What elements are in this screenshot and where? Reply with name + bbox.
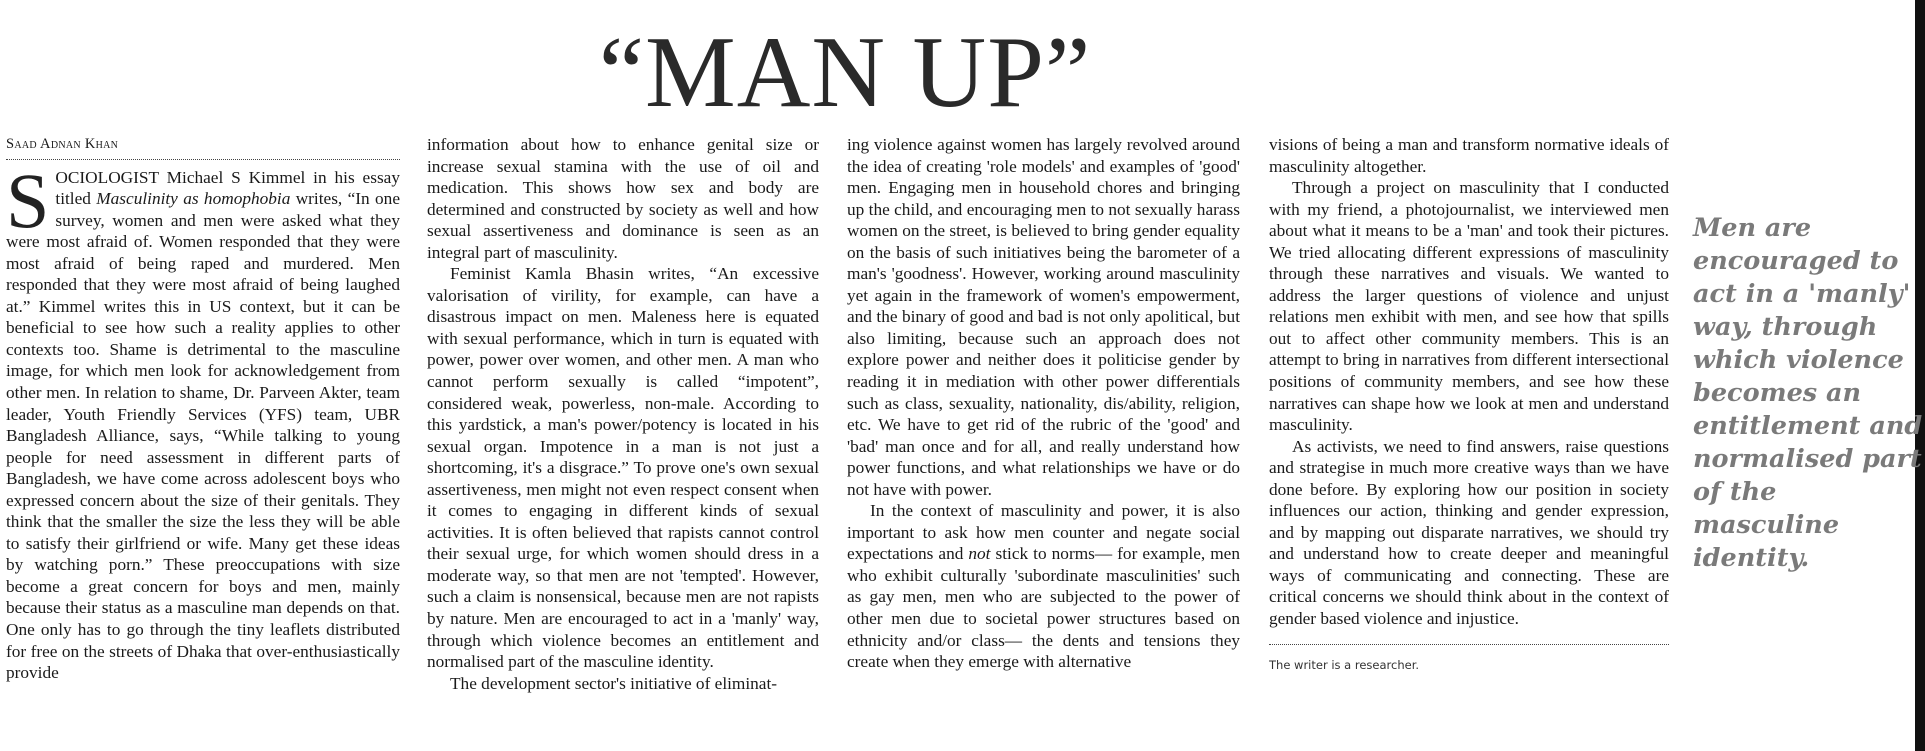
paragraph: information about how to enhance genital size or increase sexual stamina with the use of oil and medication. This shows how sex and body are determined and constructed by society as well and how sexual assertiveness and dominance is seen as an integral part of masculinity.: [427, 135, 819, 262]
emphasis: not: [968, 544, 991, 564]
end-rule: [1269, 644, 1669, 677]
paragraph: Through a project on masculinity that I conducted with my friend, a photojournalist, we interviewed men about what it means to be a 'man' and took their pictures. We tried allocating different expressions of masculinity through these narratives and visuals. We wanted to address the larger questions of violence and unjust relations men exhibit with men, and see how that spills out to affect other community members. This is an attempt to bring in narratives from different intersectional positions of community members, and see how these narratives can shape how we look at men and understand masculinity.: [1269, 178, 1669, 435]
paragraph: visions of being a man and transform normative ideals of masculinity altogether.: [1269, 135, 1669, 176]
book-title: Masculinity as homophobia: [96, 189, 291, 209]
text: writes, “In one survey, women and men were asked what they were most afraid of. Women responded that they were most afraid of being raped and murdered. Men responded that they were most afraid of being laughed at.” Kimmel writes this in US context, but it can be beneficial to see how such a reality applies to other contexts too. Shame is detrimental to the masculine image, for which men look for acknowledgement from other men. In relation to shame, Dr. Parveen Akter, team leader, Youth Friendly Services (YFS) team, UBR Bangladesh Alliance, says, “While talking to young people for need assessment in different parts of Bangladesh, we have come across adolescent boys who expressed concern about the size of their genitals. They think that the smaller the size the less they will be able to satisfy their girlfriend or wife. Many get these ideas by watching porn.” These preoccupations with size become a great concern for boys and men, mainly because their status as a masculine man depends on that. One only has to go through the tiny leaflets distributed for free on the streets of Dhaka that over-enthusiastically provide: [6, 189, 400, 683]
lead-in: OCIOLOGIST: [55, 167, 159, 187]
paragraph: Feminist Kamla Bhasin writes, “An excessive valorisation of virility, for example, can have a disastrous impact on men. Maleness here is equated with sexual performance, which in turn is equated with power, power over women, and other men. A man who cannot perform sexually is called “impotent”, considered weak, powerless, non-male. According to this yardstick, a man's power/potency is located in his sexual organ. Impotence in a man is not just a shortcoming, it's a disgrace.” To prove one's own sexual assertiveness, men might not even respect consent when it comes to engaging in different kinds of sexual activities. It is often believed that rapists cannot control their sexual urge, for which women should dress in a moderate way, so that men are not 'tempted'. However, such a claim is nonsensical, because men are not rapists by nature. Men are encouraged to act in a 'manly' way, through which violence becomes an entitlement and normalised part of the masculine identity.: [427, 264, 819, 672]
headline: “MAN UP”: [598, 16, 1092, 129]
paragraph: [6, 156, 400, 684]
text: stick to norms— for example, men who exhibit culturally 'subordinate masculinities' such as gay men, men who are subjected to the power of other men due to societal power structures based on ethnicity and/or class— the dents and tensions they create when they emerge with alternative: [847, 544, 1240, 672]
paragraph: As activists, we need to find answers, raise questions and strategise in much more creative ways than we have done before. By exploring how our position in society influences our action, thinking and gender expression, and by mapping out disparate narratives, we should try and understand how to create deeper and meaningful ways of communicating and connecting. These are critical concerns we should think about in the context of gender based violence and injustice.: [1269, 436, 1669, 629]
drop-cap: S: [6, 156, 50, 244]
pull-quote: Men are encouraged to act in a 'manly' way, through which violence becomes an entitlement and normalised part of the masculine identity.: [1693, 213, 1923, 573]
paragraph: The development sector's initiative of eliminat-: [450, 673, 778, 693]
text: In the context of masculinity and power, it is also important to ask how men counter and negate social expectations and: [847, 501, 1240, 564]
paragraph: [847, 500, 1240, 672]
author-note: The writer is a researcher.: [1269, 657, 1420, 672]
column-3: [847, 134, 1240, 739]
paragraph: ing violence against women has largely revolved around the idea of creating 'role models' and examples of 'good' men. Engaging men in household chores and bringing up the child, and encouraging men to not sexually harass women on the street, is believed to bring gender equality on the basis of such initiatives being the barometer of a man's 'goodness'. However, working around masculinity yet again in the framework of women's empowerment, and the binary of good and bad is not only apolitical, but also limiting, because such an approach does not explore power and neither does it politicise gender by reading it in mediation with other power differentials such as class, sexuality, nationality, dis/ability, religion, etc. We have to get rid of the rubric of the 'good' and 'bad' man once and for all, and really understand how power functions, and what relationships we have or do not have with power.: [847, 135, 1240, 499]
column-2: [427, 134, 819, 739]
column-1: [6, 134, 400, 739]
byline: Saad Adnan Khan: [6, 134, 400, 160]
column-4: [1269, 134, 1669, 739]
text: Michael S Kimmel in his essay titled: [55, 167, 400, 209]
